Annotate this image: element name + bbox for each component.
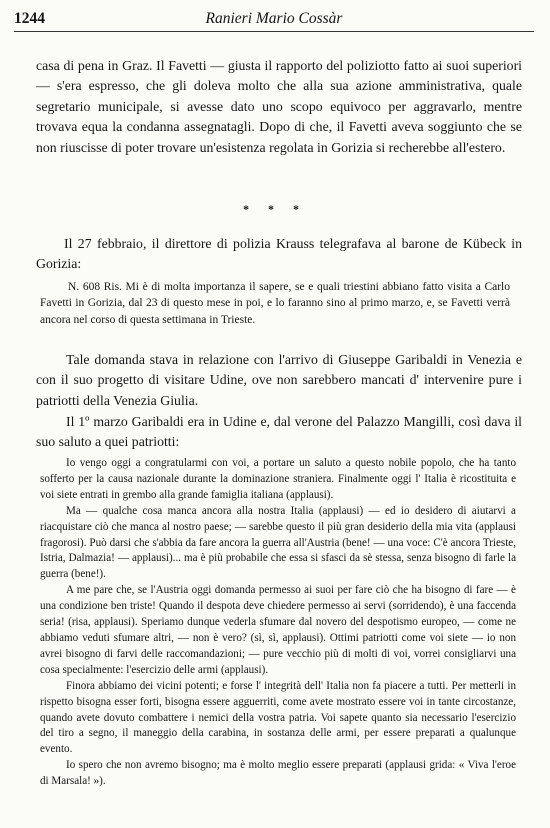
running-title: Ranieri Mario Cossàr [205,10,343,27]
page-number: 1244 [14,10,45,27]
speech-paragraph: Ma — qualche cosa manca ancora alla nostra Italia (applausi) — ed io desidero di aiutarvi a riacquistare ciò che manca al nostro paese; — sarebbe questo il più gran desiderio della mia vita (applausi fragorosi). Può darsi che s'abbia da fare ancora la guerra all'Austria (bene! — una voce: C'è ancora Trieste, Istria, Dalmazia! — applausi)... ma è più probabile che essa si sfasci da sè stessa, senza bisogno di farle la guerra (bene!). [40,504,516,581]
speech-paragraph: Io spero che non avremo bisogno; ma è molto meglio essere preparati (applausi grida: « Viva l'eroe di Marsala! »). [40,759,516,788]
header-rule [14,31,534,32]
speech-paragraph: Io vengo oggi a congratularmi con voi, a portare un saluto a questo nobile popolo, che ha tanto sofferto per la causa nazionale durante la dominazione straniera. Finalmente oggi l' Italia è ricostituita e voi siete entrati in grembo alla grande famiglia italiana (applausi). [40,457,516,501]
speech-paragraph: Finora abbiamo dei vicini potenti; e forse l' integrità dell' Italia non fa piacere a tutti. Per metterli in rispetto bisogna esser forti, bisogna essere agguerriti, come avete mostrato essere voi in tante circostanze, quando avete dovuto combattere i nemici della vostra patria. Voi sapete quanto sia necessario l'esercizio del tiro a segno, il maneggio della carabina, in sostanza delle armi, per essere preparati a qualunque evento. [40,679,516,756]
intro-paragraph: casa di pena in Graz. Il Favetti — giusta il rapporto del poliziotto fatto ai suoi superiori — s'era espresso, che gli doleva molto che alla sua azione amministrativa, quale segretario municipale, si avesse dato uno scopo equivoco per aggravarlo, mentre trovava equa la condanna assegnatagli. Dopo di che, il Favetti aveva soggiunto che se non riuscisse di poter trovare un'esistenza regolata in Gorizia si recherebbe all'estero. [36,58,522,155]
garibaldi-paragraph-2: Il 1º marzo Garibaldi era in Udine e, dal verone del Palazzo Mangilli, così dava il suo saluto a quei patriotti: [36,414,522,450]
telegram-intro: Il 27 febbraio, il direttore di polizia Krauss telegrafava al barone de Kübeck in Gorizia: [36,236,522,272]
telegram-text: N. 608 Ris. Mi è di molta importanza il sapere, se e quali triestini abbiano fatto visita a Carlo Favetti in Gorizia, dal 23 di questo mese in poi, e lo faranno sino al primo marzo, e, se Favetti verrà ancora nel corso di questa settimana in Trieste. [40,281,510,326]
section-break: * * * [243,202,307,216]
garibaldi-speech [40,456,516,790]
speech-paragraph: A me pare che, se l'Austria oggi domanda permesso ai suoi per fare ciò che ha bisogno di fare — è una condizione ben triste! Quando il despota deve chiedere permesso ai servi (sorridendo), è una faccenda seria! (risa, applausi). Speriamo dunque vederla sfumare dal novero del despotismo europeo, — come ne abbiamo veduti sfumare altri, — non è vero? (sì, sì, applausi). Ottimi patriotti come voi siete — io non avrei bisogno di farvi delle raccomandazioni; — pure vecchio più di molti di voi, vorrei consigliarvi una cosa specialmente: l'esercizio delle armi (applausi). [40,584,516,676]
garibaldi-paragraph-1: Tale domanda stava in relazione con l'arrivo di Giuseppe Garibaldi in Venezia e con il suo progetto di visitare Udine, ove non sarebbero mancati d' intervenire pure i patriotti della Venezia Giulia. [36,352,522,408]
